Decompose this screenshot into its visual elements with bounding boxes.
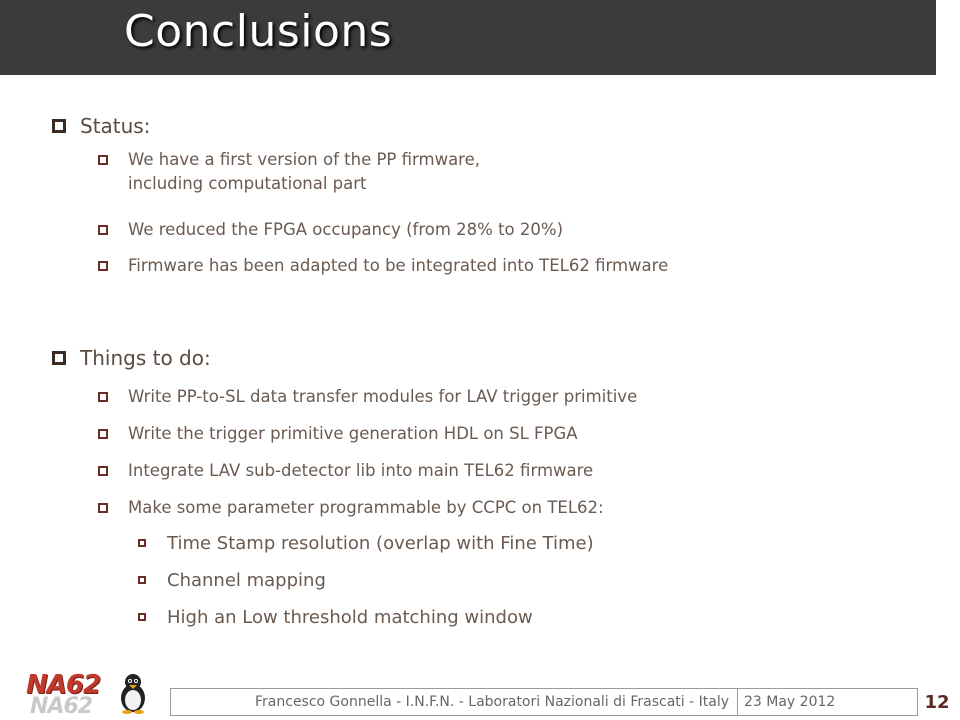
section-heading-status bbox=[52, 112, 150, 140]
square-bullet-icon bbox=[98, 466, 108, 476]
square-bullet-icon bbox=[138, 613, 146, 621]
footer-author: Francesco Gonnella - I.N.F.N. - Laboratori Nazionali di Frascati - Italy bbox=[170, 688, 738, 716]
list-item bbox=[98, 422, 578, 446]
item-text: Firmware has been adapted to be integrated into TEL62 firmware bbox=[128, 256, 669, 275]
square-bullet-icon bbox=[98, 392, 108, 402]
footer-date: 23 May 2012 bbox=[738, 688, 918, 716]
item-text-line2: including computational part bbox=[128, 174, 367, 193]
item-text: Time Stamp resolution (overlap with Fine Time) bbox=[167, 533, 594, 554]
square-bullet-icon bbox=[138, 539, 146, 547]
list-item bbox=[98, 148, 480, 196]
item-text: Channel mapping bbox=[167, 570, 326, 591]
item-text: Write PP-to-SL data transfer modules for LAV trigger primitive bbox=[128, 387, 638, 406]
square-bullet-icon bbox=[98, 503, 108, 513]
item-text: Write the trigger primitive generation HDL on SL FPGA bbox=[128, 424, 578, 443]
list-item bbox=[98, 459, 593, 483]
heading-text: Status: bbox=[80, 114, 151, 138]
heading-text: Things to do: bbox=[80, 346, 211, 370]
item-text bbox=[128, 148, 480, 196]
page-number: 12 bbox=[924, 692, 950, 713]
list-item bbox=[98, 496, 604, 520]
item-text: We reduced the FPGA occupancy (from 28% to 20%) bbox=[128, 220, 564, 239]
square-bullet-icon bbox=[98, 155, 108, 165]
list-item bbox=[98, 218, 563, 242]
item-text: Make some parameter programmable by CCPC on TEL62: bbox=[128, 498, 604, 517]
na62-logo bbox=[22, 668, 152, 719]
square-bullet-icon bbox=[52, 351, 66, 365]
square-bullet-icon bbox=[52, 119, 66, 133]
list-item bbox=[98, 254, 668, 278]
penguin-icon bbox=[116, 672, 150, 714]
square-bullet-icon bbox=[98, 225, 108, 235]
square-bullet-icon bbox=[98, 261, 108, 271]
item-text: Integrate LAV sub-detector lib into main TEL62 firmware bbox=[128, 461, 594, 480]
item-text-line1: We have a first version of the PP firmware, bbox=[128, 150, 480, 169]
section-heading-todo bbox=[52, 344, 211, 372]
item-text: High an Low threshold matching window bbox=[167, 607, 533, 628]
logo-reflection-text: NA62 bbox=[30, 694, 93, 719]
square-bullet-icon bbox=[98, 429, 108, 439]
slide-title: Conclusions bbox=[124, 6, 393, 57]
sub-list-item bbox=[138, 531, 594, 557]
sub-list-item bbox=[138, 568, 326, 594]
list-item bbox=[98, 385, 637, 409]
sub-list-item bbox=[138, 605, 533, 631]
logo-text: NA62 bbox=[26, 670, 101, 700]
square-bullet-icon bbox=[138, 576, 146, 584]
